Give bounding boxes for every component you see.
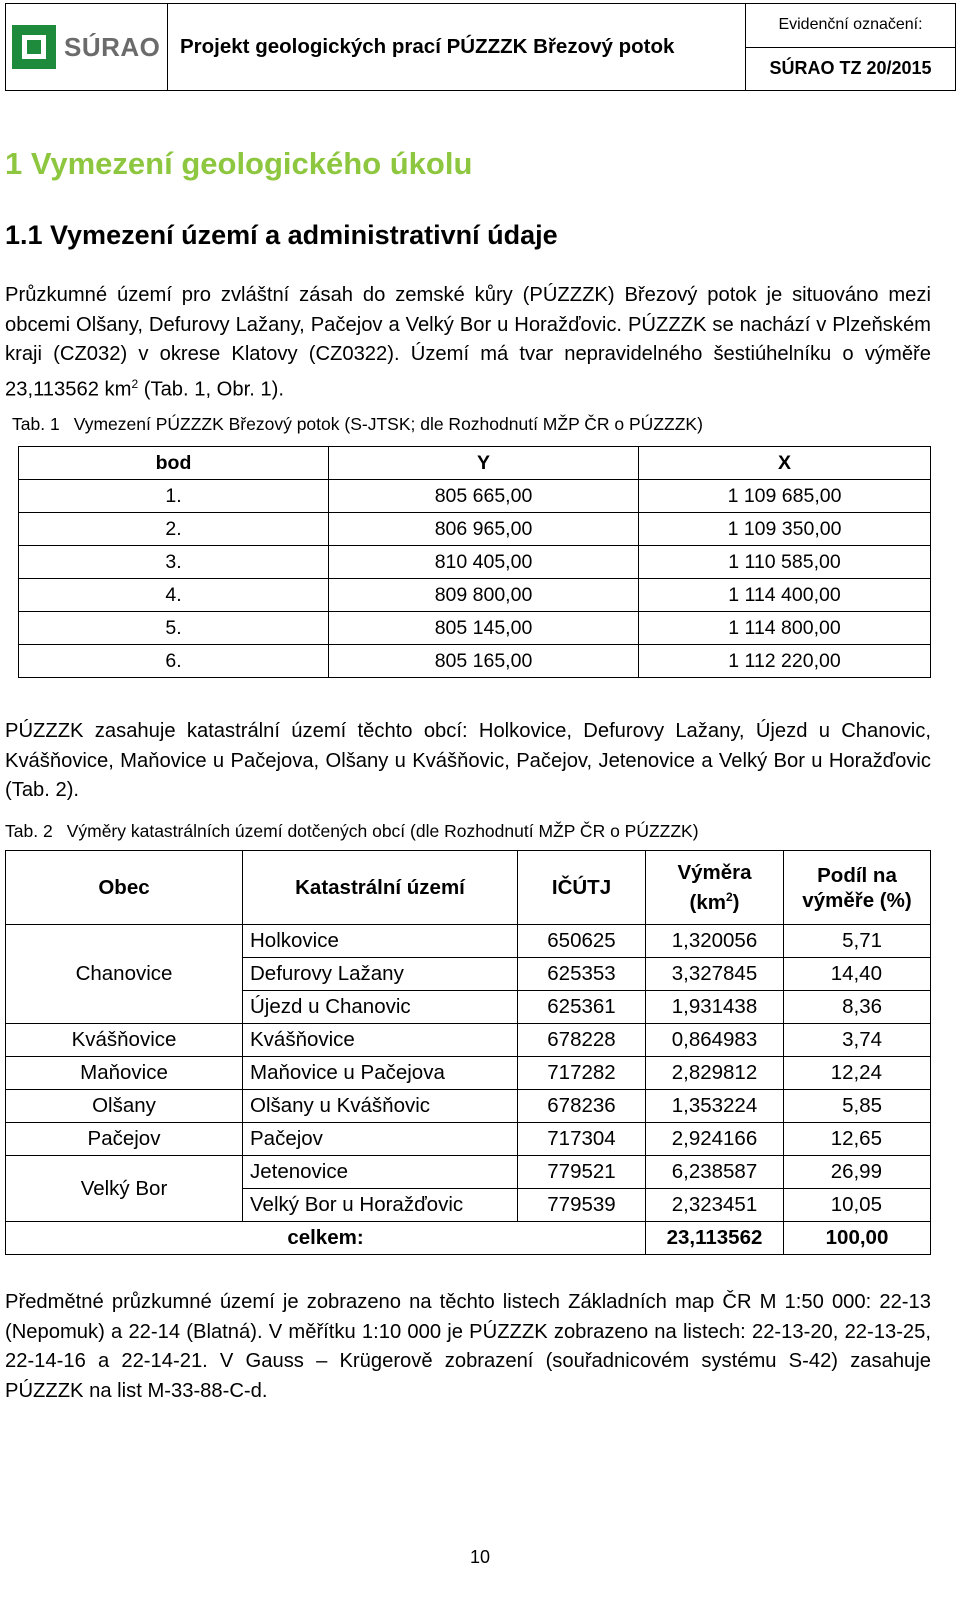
cell-icutj: 779521	[518, 1156, 646, 1189]
cell-bod: 4.	[19, 579, 329, 612]
column-header-obec: Obec	[6, 851, 243, 925]
paragraph-intro-tail: (Tab. 1, Obr. 1).	[138, 378, 284, 401]
table1-caption-label: Tab. 1	[12, 414, 60, 434]
table-total-row	[6, 1222, 931, 1255]
column-header-ku: Katastrální území	[243, 851, 518, 925]
table-row	[19, 513, 931, 546]
cell-icutj: 625361	[518, 991, 646, 1024]
header-vymera-sup: 2	[725, 890, 733, 905]
cell-podil: 5,85	[784, 1090, 931, 1123]
header-title: Projekt geologických prací PÚZZZK Březový potok	[168, 4, 746, 90]
cell-ku: Olšany u Kvášňovic	[243, 1090, 518, 1123]
total-podil: 100,00	[784, 1222, 931, 1255]
superscript: 2	[131, 376, 139, 391]
table-row	[19, 579, 931, 612]
total-vymera: 23,113562	[646, 1222, 784, 1255]
cell-icutj: 717304	[518, 1123, 646, 1156]
cell-podil: 14,40	[784, 958, 931, 991]
page-number: 10	[469, 1547, 491, 1567]
cell-x: 1 109 685,00	[639, 480, 931, 513]
logo-text: SÚRAO	[64, 31, 161, 62]
paragraph-intro-text: Průzkumné území pro zvláštní zásah do zemské kůry (PÚZZZK) Březový potok je situováno mezi obcemi Olšany, Defurovy Lažany, Pačejov a Velký Bor u Horažďovic. PÚZZZK se nachází v Plzeňském kraji (CZ032) v okrese Klatovy (CZ0322). Území má tvar nepravidelného šestiúhelníku o výměře 23,113562 km	[5, 284, 931, 401]
cell-podil: 12,24	[784, 1057, 931, 1090]
cell-ku: Kvášňovice	[243, 1024, 518, 1057]
column-header-x: X	[639, 447, 931, 480]
cell-bod: 5.	[19, 612, 329, 645]
total-label: celkem:	[6, 1222, 646, 1255]
cell-bod: 1.	[19, 480, 329, 513]
cell-y: 810 405,00	[329, 546, 639, 579]
header-vymera-close: )	[732, 890, 740, 914]
column-header-y: Y	[329, 447, 639, 480]
cell-podil: 3,74	[784, 1024, 931, 1057]
cell-obec: Chanovice	[6, 925, 243, 1024]
cell-ku: Velký Bor u Horažďovic	[243, 1189, 518, 1222]
header-vymera-line2: (km	[689, 890, 726, 914]
cell-y: 809 800,00	[329, 579, 639, 612]
cell-ku: Defurovy Lažany	[243, 958, 518, 991]
header-podil-line2: výměře (%)	[802, 888, 912, 912]
cell-bod: 3.	[19, 546, 329, 579]
cell-y: 805 145,00	[329, 612, 639, 645]
table-row	[6, 1024, 931, 1057]
cell-ku: Jetenovice	[243, 1156, 518, 1189]
table-row	[6, 925, 931, 958]
cell-obec: Velký Bor	[6, 1156, 243, 1222]
cell-vymera: 2,829812	[646, 1057, 784, 1090]
coordinates-table	[18, 446, 931, 678]
cell-y: 805 665,00	[329, 480, 639, 513]
cell-obec: Olšany	[6, 1090, 243, 1123]
cell-obec: Kvášňovice	[6, 1024, 243, 1057]
cell-x: 1 110 585,00	[639, 546, 931, 579]
cell-x: 1 114 800,00	[639, 612, 931, 645]
cell-vymera: 1,931438	[646, 991, 784, 1024]
cell-vymera: 2,924166	[646, 1123, 784, 1156]
logo	[6, 4, 168, 90]
table2-caption-label: Tab. 2	[5, 821, 53, 841]
cell-icutj: 678228	[518, 1024, 646, 1057]
table-row	[19, 480, 931, 513]
cell-icutj: 678236	[518, 1090, 646, 1123]
cell-x: 1 112 220,00	[639, 645, 931, 678]
column-header-vymera	[646, 851, 784, 925]
cell-vymera: 0,864983	[646, 1024, 784, 1057]
column-header-podil	[784, 851, 931, 925]
cell-ku: Újezd u Chanovic	[243, 991, 518, 1024]
cell-icutj: 650625	[518, 925, 646, 958]
cell-ku: Holkovice	[243, 925, 518, 958]
table-row	[6, 1156, 931, 1189]
cell-vymera: 6,238587	[646, 1156, 784, 1189]
cell-ku: Pačejov	[243, 1123, 518, 1156]
table-header-row	[19, 447, 931, 480]
table2-caption-text: Výměry katastrálních území dotčených obcí (dle Rozhodnutí MŽP ČR o PÚZZZK)	[66, 821, 699, 841]
cell-vymera: 3,327845	[646, 958, 784, 991]
cell-obec: Pačejov	[6, 1123, 243, 1156]
table-row	[6, 1057, 931, 1090]
table-row	[19, 645, 931, 678]
cell-vymera: 1,320056	[646, 925, 784, 958]
cell-podil: 26,99	[784, 1156, 931, 1189]
paragraph-maps: Předmětné průzkumné území je zobrazeno na těchto listech Základních map ČR M 1:50 000: 22-13 (Nepomuk) a 22-14 (Blatná). V měřítku 1:10 000 je PÚZZZK zobrazeno na listech: 22-13-20, 22-13-25, 22-14-16 a 22-14-21. V Gauss – Krügerově zobrazení (souřadnicovém systému S-42) zasahuje PÚZZZK na list M-33-88-C-d.	[5, 1291, 931, 1402]
evidence-label: Evidenční označení:	[746, 4, 955, 48]
header-podil-line1: Podíl na	[817, 863, 897, 887]
column-header-icutj: IČÚTJ	[518, 851, 646, 925]
cell-x: 1 114 400,00	[639, 579, 931, 612]
cell-bod: 6.	[19, 645, 329, 678]
table-row	[19, 546, 931, 579]
heading-2: 1.1 Vymezení území a administrativní údaje	[5, 220, 558, 250]
paragraph-municipalities: PÚZZZK zasahuje katastrální území těchto obcí: Holkovice, Defurovy Lažany, Újezd u Chanovic, Kvášňovice, Maňovice u Pačejova, Olšany u Kvášňovic, Pačejov, Jetenovice a Velký Bor u Horažďovic (Tab. 2).	[5, 720, 931, 801]
cell-x: 1 109 350,00	[639, 513, 931, 546]
cell-ku: Maňovice u Pačejova	[243, 1057, 518, 1090]
paragraph-intro	[5, 281, 931, 405]
column-header-bod: bod	[19, 447, 329, 480]
cell-icutj: 717282	[518, 1057, 646, 1090]
cell-podil: 5,71	[784, 925, 931, 958]
cell-bod: 2.	[19, 513, 329, 546]
cell-podil: 8,36	[784, 991, 931, 1024]
cell-podil: 12,65	[784, 1123, 931, 1156]
table1-caption-text: Vymezení PÚZZZK Březový potok (S-JTSK; dle Rozhodnutí MŽP ČR o PÚZZZK)	[73, 414, 703, 434]
table-header-row	[6, 851, 931, 925]
cell-vymera: 1,353224	[646, 1090, 784, 1123]
cell-icutj: 625353	[518, 958, 646, 991]
evidence-box	[746, 4, 955, 90]
table1-caption	[12, 414, 703, 435]
table-row	[6, 1090, 931, 1123]
cell-obec: Maňovice	[6, 1057, 243, 1090]
heading-1: 1 Vymezení geologického úkolu	[5, 146, 473, 181]
cell-podil: 10,05	[784, 1189, 931, 1222]
cell-y: 805 165,00	[329, 645, 639, 678]
header-vymera-line1: Výměra	[677, 861, 752, 885]
cell-icutj: 779539	[518, 1189, 646, 1222]
evidence-value: SÚRAO TZ 20/2015	[769, 58, 932, 79]
cell-y: 806 965,00	[329, 513, 639, 546]
cell-vymera: 2,323451	[646, 1189, 784, 1222]
table2-caption	[5, 821, 699, 842]
document-header	[5, 3, 956, 91]
logo-mark-icon	[12, 25, 56, 69]
cadastral-table	[5, 850, 931, 1255]
table-row	[19, 612, 931, 645]
table-row	[6, 1123, 931, 1156]
